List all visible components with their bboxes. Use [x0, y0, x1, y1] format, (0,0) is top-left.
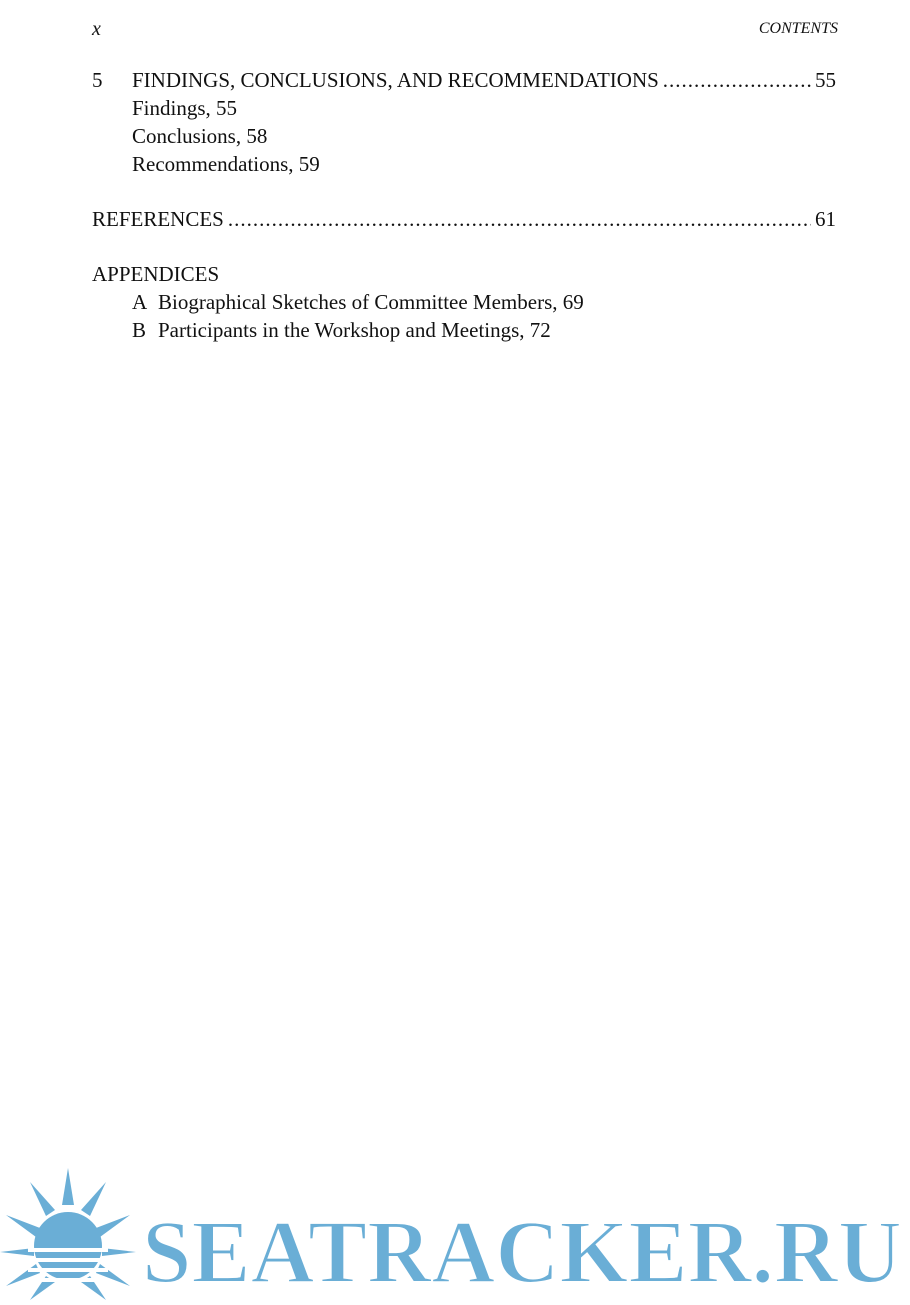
dot-leader: [663, 66, 811, 94]
chapter-title: FINDINGS, CONCLUSIONS, AND RECOMMENDATIONS: [132, 68, 659, 92]
references-title: REFERENCES: [92, 207, 224, 231]
toc-appendix-a[interactable]: [132, 288, 584, 316]
references-page: 61: [815, 207, 836, 231]
appendix-title: Participants in the Workshop and Meetings, 72: [158, 318, 551, 342]
appendices-heading: APPENDICES: [92, 262, 220, 286]
watermark-text: SEATRACKER.RU: [142, 1203, 902, 1300]
watermark-graphic: [0, 1160, 910, 1300]
watermark: [0, 1160, 910, 1300]
running-title: CONTENTS: [758, 20, 838, 37]
dot-leader: [228, 205, 811, 233]
appendix-letter: B: [132, 318, 147, 342]
chapter-page: 55: [815, 68, 836, 92]
running-head: [92, 18, 838, 42]
appendix-title: Biographical Sketches of Committee Members, 69: [158, 290, 584, 314]
appendix-letter: A: [132, 290, 148, 314]
page-number: x: [92, 18, 101, 40]
toc-entry-chapter-5[interactable]: [92, 66, 836, 94]
toc-section-conclusions[interactable]: Conclusions, 58: [132, 124, 268, 148]
toc-section-findings[interactable]: Findings, 55: [132, 96, 238, 120]
sun-rays-icon: [0, 1168, 136, 1300]
toc-entry-references[interactable]: [92, 205, 836, 233]
toc-section-recommendations[interactable]: Recommendations, 59: [132, 152, 320, 176]
chapter-number: 5: [92, 68, 103, 92]
toc-appendix-b[interactable]: [132, 316, 551, 344]
